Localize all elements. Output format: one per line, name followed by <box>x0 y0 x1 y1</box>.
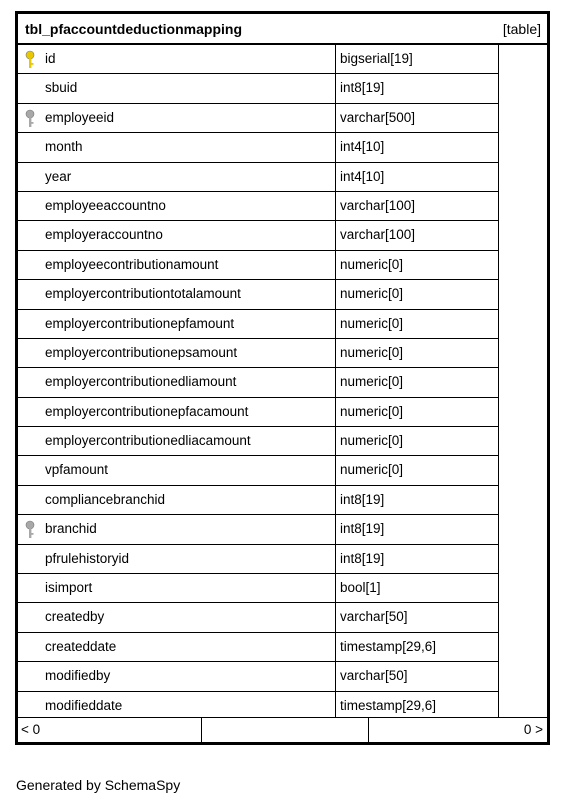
column-name-cell <box>18 662 336 690</box>
column-type-cell <box>336 662 499 690</box>
column-name-cell <box>18 104 336 132</box>
column-name-cell <box>18 74 336 102</box>
column-type: int4[10] <box>340 168 385 184</box>
column-name-cell <box>18 427 336 455</box>
column-name-cell <box>18 692 336 720</box>
footer-divider <box>368 718 369 742</box>
foreign-key-icon <box>24 109 36 128</box>
column-type-cell <box>336 221 499 249</box>
column-type: varchar[500] <box>340 109 416 125</box>
column-type-cell <box>336 398 499 426</box>
column-type-cell <box>336 633 499 661</box>
column-type: int4[10] <box>340 139 385 155</box>
column-name-cell <box>18 45 336 73</box>
column-type: numeric[0] <box>340 286 404 302</box>
column-type: timestamp[29,6] <box>340 697 437 713</box>
column-name: createdby <box>45 609 105 625</box>
column-type-cell <box>336 45 499 73</box>
column-name-cell <box>18 251 336 279</box>
column-name-cell <box>18 633 336 661</box>
column-name-cell <box>18 398 336 426</box>
column-type-cell <box>336 603 499 631</box>
column-row[interactable] <box>18 456 499 485</box>
column-name: sbuid <box>45 80 78 96</box>
column-name-cell <box>18 280 336 308</box>
column-type: int8[19] <box>340 491 385 507</box>
column-type: int8[19] <box>340 550 385 566</box>
column-row[interactable] <box>18 574 499 603</box>
column-row[interactable] <box>18 545 499 574</box>
columns-list <box>18 45 499 721</box>
column-name: id <box>45 51 56 66</box>
column-name: compliancebranchid <box>45 491 166 507</box>
parents-count[interactable]: < 0 <box>21 722 41 737</box>
column-name-cell <box>18 133 336 161</box>
column-row[interactable] <box>18 603 499 632</box>
column-name-cell <box>18 456 336 484</box>
column-row[interactable] <box>18 310 499 339</box>
column-name-cell <box>18 603 336 631</box>
table-title[interactable]: tbl_pfaccountdeductionmapping <box>25 21 242 37</box>
column-name: employercontributionepsamount <box>45 344 238 360</box>
generated-by-note: Generated by SchemaSpy <box>16 777 181 793</box>
column-type: bigserial[19] <box>340 51 413 66</box>
column-name: employercontributionedliacamount <box>45 433 251 449</box>
column-name: employercontributiontotalamount <box>45 286 241 302</box>
column-row[interactable] <box>18 104 499 133</box>
column-type: numeric[0] <box>340 403 404 419</box>
column-type-cell <box>336 280 499 308</box>
column-row[interactable] <box>18 280 499 309</box>
column-row[interactable] <box>18 74 499 103</box>
column-name-cell <box>18 192 336 220</box>
column-type-cell <box>336 456 499 484</box>
column-type: varchar[100] <box>340 227 416 243</box>
column-row[interactable] <box>18 192 499 221</box>
column-type: int8[19] <box>340 80 385 96</box>
column-type: numeric[0] <box>340 374 404 390</box>
column-row[interactable] <box>18 339 499 368</box>
column-name: branchid <box>45 521 97 537</box>
column-type: numeric[0] <box>340 462 404 478</box>
column-type-cell <box>336 574 499 602</box>
column-row[interactable] <box>18 427 499 456</box>
table-header <box>18 14 547 45</box>
column-name: employeeid <box>45 109 115 125</box>
column-name: isimport <box>45 580 93 596</box>
column-row[interactable] <box>18 45 499 74</box>
column-name-cell <box>18 486 336 514</box>
column-name-cell <box>18 545 336 573</box>
column-type-cell <box>336 133 499 161</box>
column-name-cell <box>18 310 336 338</box>
column-name: employercontributionepfamount <box>45 315 235 331</box>
column-name: employercontributionepfacamount <box>45 403 249 419</box>
column-name: pfrulehistoryid <box>45 550 130 566</box>
column-type: numeric[0] <box>340 344 404 360</box>
column-name: employercontributionedliamount <box>45 374 237 390</box>
column-type: numeric[0] <box>340 315 404 331</box>
column-row[interactable] <box>18 633 499 662</box>
column-name: modifieddate <box>45 697 123 713</box>
column-name: vpfamount <box>45 462 109 478</box>
column-name: employeecontributionamount <box>45 256 219 272</box>
column-type: numeric[0] <box>340 433 404 449</box>
table-box <box>15 11 550 745</box>
column-type-cell <box>336 545 499 573</box>
column-type-cell <box>336 104 499 132</box>
column-type-cell <box>336 486 499 514</box>
column-type: varchar[50] <box>340 609 408 625</box>
column-name: month <box>45 139 83 155</box>
column-row[interactable] <box>18 398 499 427</box>
column-name-cell <box>18 163 336 191</box>
table-footer <box>18 717 547 742</box>
column-row[interactable] <box>18 486 499 515</box>
column-name: modifiedby <box>45 668 111 684</box>
column-type-cell <box>336 368 499 396</box>
table-kind-label: [table] <box>502 21 541 37</box>
column-type: varchar[50] <box>340 668 408 684</box>
column-type: timestamp[29,6] <box>340 638 437 654</box>
column-type-cell <box>336 339 499 367</box>
column-name-cell <box>18 574 336 602</box>
children-count[interactable]: 0 > <box>523 722 543 737</box>
column-name-cell <box>18 221 336 249</box>
column-name-cell <box>18 339 336 367</box>
column-name-cell <box>18 515 336 543</box>
column-type-cell <box>336 427 499 455</box>
column-row[interactable] <box>18 662 499 691</box>
column-name-cell <box>18 368 336 396</box>
column-row[interactable] <box>18 251 499 280</box>
column-type-cell <box>336 163 499 191</box>
column-type-cell <box>336 251 499 279</box>
column-row[interactable] <box>18 221 499 250</box>
column-type-cell <box>336 692 499 720</box>
column-row[interactable] <box>18 368 499 397</box>
column-type-cell <box>336 310 499 338</box>
primary-key-icon <box>24 50 36 69</box>
column-row[interactable] <box>18 133 499 162</box>
foreign-key-icon <box>24 520 36 539</box>
column-type-cell <box>336 515 499 543</box>
footer-divider <box>201 718 202 742</box>
column-row[interactable] <box>18 163 499 192</box>
column-name: year <box>45 168 72 184</box>
column-type-cell <box>336 192 499 220</box>
column-row[interactable] <box>18 515 499 544</box>
column-name: employeraccountno <box>45 227 163 243</box>
column-type: varchar[100] <box>340 197 416 213</box>
column-name: createddate <box>45 638 117 654</box>
column-type-cell <box>336 74 499 102</box>
column-type: numeric[0] <box>340 256 404 272</box>
column-name: employeeaccountno <box>45 197 166 213</box>
column-type: int8[19] <box>340 521 385 537</box>
column-type: bool[1] <box>340 580 381 596</box>
